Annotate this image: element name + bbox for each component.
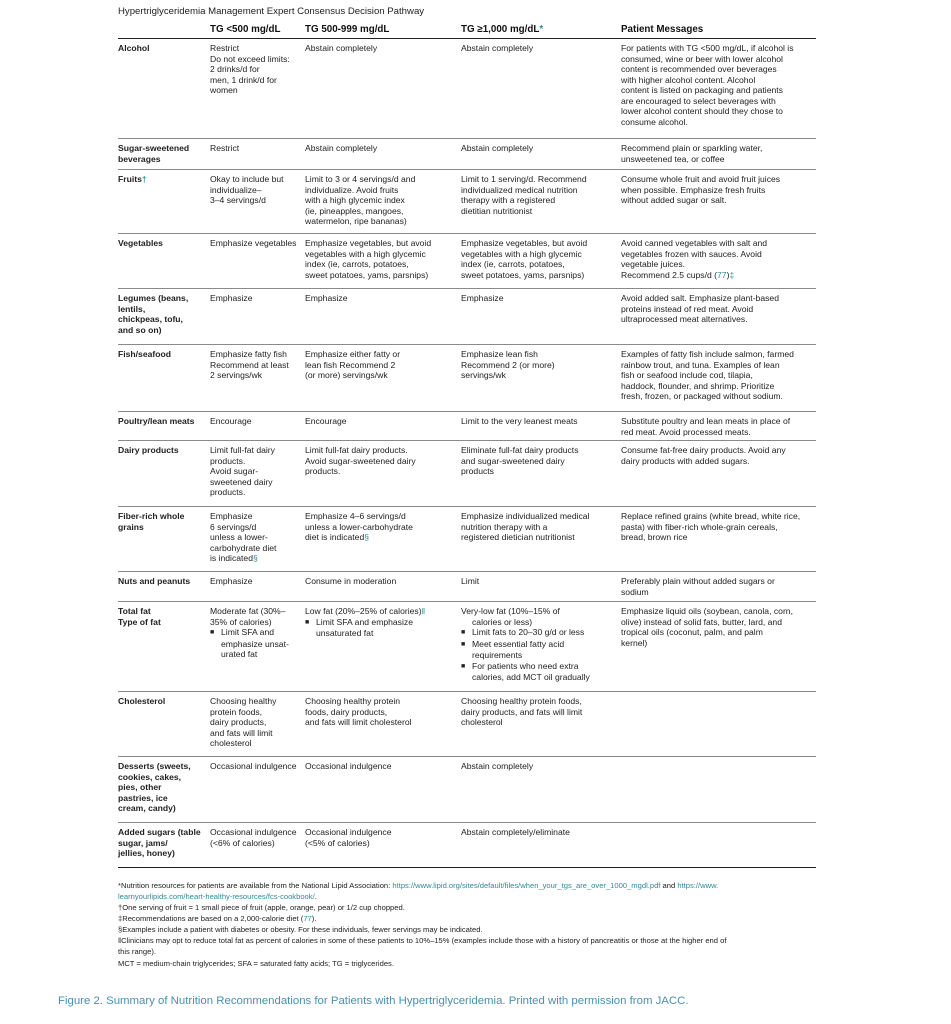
footnote-section: §Examples include a patient with diabetes or obesity. For these individuals, fewer servings may be indicated. xyxy=(118,925,483,934)
cell-text: individualized medical nutrition xyxy=(461,184,578,195)
cell-tg-500-999 xyxy=(305,757,461,823)
cell-tg-under-500 xyxy=(210,602,305,692)
bullet-item: ■ Meet essential fatty acid xyxy=(461,639,621,651)
row-total-fat xyxy=(118,602,816,692)
cell-text: Encourage xyxy=(305,416,347,426)
cell-text: requirements xyxy=(472,650,523,660)
cell-tg-over-1000 xyxy=(461,692,621,757)
row-desserts xyxy=(118,757,816,823)
cell-text: Abstain completely xyxy=(305,143,378,153)
cell-text: calories or less) xyxy=(472,616,533,627)
cell-text: Occasional indulgence xyxy=(210,827,297,837)
cell-patient-message xyxy=(621,602,816,692)
cell-patient-message xyxy=(621,170,816,234)
row-fruits xyxy=(118,170,816,234)
cell-text: dietitian nutritionist xyxy=(461,205,533,216)
cell-patient-message xyxy=(621,345,816,412)
cell-text: emphasize unsat- xyxy=(221,638,289,649)
cell-patient-message xyxy=(621,441,816,507)
footnote-marker: ‖ xyxy=(421,606,426,616)
cell-tg-over-1000 xyxy=(461,507,621,572)
cell-category xyxy=(118,441,210,507)
cell-text: Eliminate full-fat dairy products xyxy=(461,445,579,455)
cell-text: Emphasize xyxy=(461,293,504,303)
cell-text: urated fat xyxy=(221,649,258,659)
cell-text: index (ie, carrots, potatoes, xyxy=(305,259,409,269)
cell-text: Limit xyxy=(461,576,480,586)
cell-text: unless a lower- xyxy=(210,532,268,542)
cell-text: vegetables with a high glycemic xyxy=(305,248,426,259)
cell-text: bread, brown rice xyxy=(621,532,688,542)
cell-text: men, 1 drink/d for xyxy=(210,74,277,85)
footnote-parallel-cont: this range). xyxy=(118,947,156,956)
row-nuts-and-peanuts xyxy=(118,572,816,602)
cell-category xyxy=(118,572,210,602)
cell-tg-500-999 xyxy=(305,441,461,507)
row-dairy-products xyxy=(118,441,816,507)
cell-text: Fruits† xyxy=(118,174,147,184)
cell-text: sweet potatoes, yams, parsnips) xyxy=(305,269,429,280)
cell-text: dairy products, and fats will limit xyxy=(461,706,583,717)
cell-text: Examples of fatty fish include salmon, farmed xyxy=(621,349,794,359)
bullet-item: ■ Limit fats to 20–30 g/d or less xyxy=(461,627,621,639)
cell-text: Consume fat-free dairy products. Avoid any xyxy=(621,445,786,455)
cell-text: Low fat (20%–25% of calories)‖ xyxy=(305,606,426,616)
footnote-star-cont: learnyourlipids.com/heart-healthy-resources/fcs-cookbook/. xyxy=(118,892,317,901)
cell-text: Emphasize fatty fish xyxy=(210,349,287,359)
fcs-cookbook-link-part2[interactable]: learnyourlipids.com/heart-healthy-resources/fcs-cookbook/ xyxy=(118,892,315,901)
cell-patient-message xyxy=(621,507,816,572)
cell-text: 35% of calories) xyxy=(210,616,272,627)
cell-text: Abstain completely xyxy=(461,761,534,771)
cell-text: Desserts (sweets, xyxy=(118,761,191,771)
cell-text: vegetables with a high glycemic xyxy=(461,248,582,259)
cell-category xyxy=(118,823,210,868)
cell-text: sweet potatoes, yams, parsnips) xyxy=(461,269,585,280)
cell-text: dairy products, xyxy=(210,717,267,727)
cell-text: Occasional indulgence xyxy=(305,827,392,837)
cell-text: red meat. Avoid processed meats. xyxy=(621,426,751,437)
header-row xyxy=(118,22,816,39)
cell-text: grains xyxy=(118,521,144,532)
footnote-star: *Nutrition resources for patients are available from the National Lipid Association: https://www.lipid.org/sites/default/files/when_your_tgs_are_over_1000_mgdl.pdf and https://www. xyxy=(118,881,719,890)
cell-tg-under-500 xyxy=(210,572,305,602)
cell-text: Avoid added salt. Emphasize plant-based xyxy=(621,293,779,303)
cell-text: (ie, pineapples, mangoes, xyxy=(305,205,404,216)
cell-text: 6 servings/d xyxy=(210,521,257,532)
cell-category xyxy=(118,412,210,441)
row-vegetables xyxy=(118,234,816,289)
row-fiber-rich-whole-grains xyxy=(118,507,816,572)
cell-text: Limit full-fat dairy products. xyxy=(305,445,408,455)
cell-text: Emphasize liquid oils (soybean, canola, corn, xyxy=(621,606,793,616)
cell-category xyxy=(118,692,210,757)
footnote-dagger: †One serving of fruit = 1 small piece of fruit (apple, orange, pear) or 1/2 cup chopped. xyxy=(118,903,405,912)
row-cholesterol xyxy=(118,692,816,757)
cell-patient-message xyxy=(621,289,816,345)
header-tg-under-500: TG <500 mg/dL xyxy=(210,24,281,35)
cell-text: protein foods, xyxy=(210,706,263,717)
cell-text: lower alcohol content should they chose to xyxy=(621,106,783,116)
footnote-double-dagger: ‡Recommendations are based on a 2,000-calorie diet (77). xyxy=(118,914,317,923)
cell-patient-message xyxy=(621,692,816,757)
cell-text: proteins instead of red meat. Avoid xyxy=(621,303,754,314)
cell-text: kernel) xyxy=(621,637,648,648)
cell-text: lentils, xyxy=(118,303,146,314)
cell-text: Occasional indulgence xyxy=(210,761,297,771)
cell-tg-under-500 xyxy=(210,234,305,289)
cell-text: (<5% of calories) xyxy=(305,837,370,848)
footnote-abbreviations: MCT = medium-chain triglycerides; SFA = saturated fatty acids; TG = triglycerides. xyxy=(118,959,394,968)
cell-text: individualize. Avoid fruits xyxy=(305,184,399,195)
cell-text: sugar, jams/ xyxy=(118,837,168,848)
cell-text: Vegetables xyxy=(118,238,163,248)
cell-text: Restrict xyxy=(210,143,240,153)
cell-text: unless a lower-carbohydrate xyxy=(305,521,413,532)
cell-text: lean fish Recommend 2 xyxy=(305,359,396,370)
cell-text: Avoid sugar- xyxy=(210,466,259,476)
cell-text: Fish/seafood xyxy=(118,349,172,359)
cell-text: nutrition therapy with a xyxy=(461,521,548,532)
cell-text: consumed, wine or beer with lower alcohol xyxy=(621,53,783,64)
cell-tg-500-999 xyxy=(305,170,461,234)
cell-text: Restrict xyxy=(210,43,240,53)
cell-text: Alcohol xyxy=(118,43,150,53)
cell-text: fresh, frozen, or packaged without sodium. xyxy=(621,391,783,401)
cell-category xyxy=(118,234,210,289)
cell-category xyxy=(118,289,210,345)
cell-text: Occasional indulgence xyxy=(305,761,392,771)
cell-patient-message xyxy=(621,412,816,441)
cell-text: Emphasize xyxy=(305,293,348,303)
cell-patient-message xyxy=(621,139,816,170)
cell-text: index (ie, carrots, potatoes, xyxy=(461,259,565,269)
cell-text: Fiber-rich whole xyxy=(118,511,185,521)
cell-tg-500-999 xyxy=(305,507,461,572)
cell-category xyxy=(118,345,210,412)
cell-text: Type of fat xyxy=(118,616,161,627)
cell-text: Very-low fat (10%–15% of xyxy=(461,606,560,616)
cell-text: Emphasize vegetables, but avoid xyxy=(305,238,432,248)
cell-text: Total fat xyxy=(118,606,151,616)
cell-tg-under-500 xyxy=(210,507,305,572)
header-patient-messages: Patient Messages xyxy=(621,24,704,35)
cell-patient-message xyxy=(621,234,816,289)
cell-text: Do not exceed limits: xyxy=(210,53,290,64)
cell-text: Consume in moderation xyxy=(305,576,397,586)
cell-tg-over-1000 xyxy=(461,602,621,692)
cell-text: Added sugars (table xyxy=(118,827,201,837)
cell-text: foods, dairy products, xyxy=(305,706,388,717)
cell-tg-over-1000 xyxy=(461,234,621,289)
header-category xyxy=(118,22,210,39)
cell-tg-over-1000 xyxy=(461,345,621,412)
cell-text: cream, candy) xyxy=(118,803,176,813)
nla-tg-link[interactable]: https://www.lipid.org/sites/default/files/when_your_tgs_are_over_1000_mgdl.pdf xyxy=(392,881,661,890)
cell-tg-over-1000 xyxy=(461,39,621,139)
cell-text: (<6% of calories) xyxy=(210,837,275,848)
table-title: Hypertriglyceridemia Management Expert Consensus Decision Pathway xyxy=(118,6,425,17)
cell-patient-message xyxy=(621,39,816,139)
cell-text: cookies, cakes, xyxy=(118,771,182,782)
cell-text: 3–4 servings/d xyxy=(210,195,266,205)
cell-text: Okay to include but xyxy=(210,174,284,184)
cell-text: Preferably plain without added sugars or xyxy=(621,576,775,586)
cell-text: Emphasize individualized medical xyxy=(461,511,590,521)
cell-text: ultraprocessed meat alternatives. xyxy=(621,314,748,324)
cell-text: when possible. Emphasize fresh fruits xyxy=(621,184,766,195)
cell-tg-under-500 xyxy=(210,139,305,170)
cell-category xyxy=(118,757,210,823)
cell-tg-under-500 xyxy=(210,757,305,823)
cell-text: unsaturated fat xyxy=(316,628,374,638)
cell-text: calories, add MCT oil gradually xyxy=(472,672,590,682)
cell-text: Abstain completely/eliminate xyxy=(461,827,570,837)
cell-tg-over-1000 xyxy=(461,170,621,234)
cell-text: unsweetened tea, or coffee xyxy=(621,153,725,164)
bullet-item: ■ Limit SFA and emphasize xyxy=(305,617,461,629)
cell-tg-500-999 xyxy=(305,234,461,289)
cell-text: dairy products with added sugars. xyxy=(621,455,750,466)
footnote-parallel: ‖Clinicians may opt to reduce total fat as percent of calories in some of these patients to 10%–15% (examples include those with a history of pancreatitis or those at the higher end of xyxy=(118,936,727,945)
cell-text: Recommend 2.5 cups/d (77)‡ xyxy=(621,269,735,280)
cell-text: olive) instead of solid fats, butter, lard, and xyxy=(621,616,782,627)
cell-text: content is recommended over beverages xyxy=(621,64,777,74)
cell-text: Emphasize either fatty or xyxy=(305,349,401,359)
cell-text: For patients with TG <500 mg/dL, if alcohol is xyxy=(621,43,794,53)
cell-text: Limit to 3 or 4 servings/d and xyxy=(305,174,416,184)
cell-tg-under-500 xyxy=(210,39,305,139)
cell-text: Poultry/lean meats xyxy=(118,416,195,426)
cell-tg-500-999 xyxy=(305,412,461,441)
cell-text: consume alcohol. xyxy=(621,116,688,127)
cell-text: 2 drinks/d for xyxy=(210,64,260,74)
cell-text: vegetable juices. xyxy=(621,259,686,269)
cell-tg-under-500 xyxy=(210,441,305,507)
cell-text: individualize– xyxy=(210,184,262,195)
footnote-marker: § xyxy=(364,532,370,542)
cell-text: without added sugar or salt. xyxy=(621,195,727,205)
cell-text: Abstain completely xyxy=(461,43,534,53)
row-poultry-lean-meats xyxy=(118,412,816,441)
cell-text: Abstain completely xyxy=(305,43,378,53)
row-sugar-sweetened-beverages xyxy=(118,139,816,170)
cell-tg-500-999 xyxy=(305,572,461,602)
cell-tg-under-500 xyxy=(210,692,305,757)
cell-patient-message xyxy=(621,572,816,602)
cell-text: Cholesterol xyxy=(118,696,166,706)
cell-text: jellies, honey) xyxy=(118,848,175,858)
cell-text: content is listed on packaging and patients xyxy=(621,85,783,95)
cell-tg-over-1000 xyxy=(461,139,621,170)
cell-tg-under-500 xyxy=(210,412,305,441)
cell-text: Legumes (beans, xyxy=(118,293,189,303)
footnote-marker: † xyxy=(141,174,147,184)
cell-text: Substitute poultry and lean meats in place of xyxy=(621,416,791,426)
cell-tg-under-500 xyxy=(210,170,305,234)
cell-text: Limit to 1 serving/d. Recommend xyxy=(461,174,587,184)
cell-text: and fats will limit cholesterol xyxy=(305,717,412,727)
cell-text: servings/wk xyxy=(461,370,506,380)
cell-tg-500-999 xyxy=(305,602,461,692)
cell-text: Avoid sugar-sweetened dairy xyxy=(305,455,416,466)
cell-text: Limit full-fat dairy xyxy=(210,445,275,455)
cell-text: chickpeas, tofu, xyxy=(118,314,183,324)
cell-text: Emphasize xyxy=(210,576,253,586)
cell-text: Consume whole fruit and avoid fruit juices xyxy=(621,174,781,184)
cell-text: and fats will limit xyxy=(210,727,273,738)
cell-text: Choosing healthy protein foods, xyxy=(461,696,582,706)
row-alcohol xyxy=(118,39,816,139)
cell-text: Replace refined grains (white bread, white rice, xyxy=(621,511,801,521)
cell-tg-over-1000 xyxy=(461,289,621,345)
cell-text: Limit to the very leanest meats xyxy=(461,416,578,426)
cell-tg-over-1000 xyxy=(461,441,621,507)
cell-text: rainbow trout, and tuna. Examples of lean xyxy=(621,359,780,370)
bullet-item: ■ Limit SFA and xyxy=(210,627,305,639)
cell-patient-message xyxy=(621,757,816,823)
cell-tg-500-999 xyxy=(305,345,461,412)
footnotes xyxy=(118,880,818,969)
cell-text: Emphasize 4–6 servings/d xyxy=(305,511,406,521)
cell-text: tropical oils (coconut, palm, and palm xyxy=(621,627,763,637)
reference-77-link[interactable]: 77 xyxy=(303,914,312,923)
cell-text: Emphasize xyxy=(210,511,253,521)
footnote-marker: ‡ xyxy=(729,269,735,280)
cell-category xyxy=(118,139,210,170)
cell-text: Emphasize xyxy=(210,293,253,303)
cell-tg-500-999 xyxy=(305,139,461,170)
cell-text: Choosing healthy protein xyxy=(305,696,401,706)
cell-text: diet is indicated§ xyxy=(305,532,370,542)
cell-text: 2 servings/wk xyxy=(210,370,263,380)
cell-tg-over-1000 xyxy=(461,412,621,441)
cell-text: Sugar-sweetened xyxy=(118,143,190,153)
cell-text: women xyxy=(210,85,238,95)
footnote-marker: * xyxy=(539,24,544,35)
cell-text: Dairy products xyxy=(118,445,179,455)
cell-text: pies, other xyxy=(118,782,162,792)
cell-text: with higher alcohol content. Alcohol xyxy=(621,74,756,85)
cell-text: sodium xyxy=(621,586,649,597)
cell-tg-under-500 xyxy=(210,823,305,868)
footnote-marker: § xyxy=(253,553,258,563)
cell-text: are encouraged to select beverages with xyxy=(621,95,776,106)
cell-text: therapy with a registered xyxy=(461,195,556,205)
nutrition-recommendations-table xyxy=(118,22,816,868)
cell-tg-over-1000 xyxy=(461,572,621,602)
cell-text: haddock, flounder, and shrimp. Prioritize xyxy=(621,380,775,391)
cell-text: pasta) with fiber-rich whole-grain cereals, xyxy=(621,521,778,532)
cell-text: Abstain completely xyxy=(461,143,534,153)
cell-text: (or more) servings/wk xyxy=(305,370,388,380)
cell-text: and so on) xyxy=(118,324,162,335)
cell-text: Avoid canned vegetables with salt and xyxy=(621,238,768,248)
cell-category xyxy=(118,39,210,139)
cell-tg-500-999 xyxy=(305,823,461,868)
fcs-cookbook-link-part1[interactable]: https://www. xyxy=(677,881,719,890)
cell-category xyxy=(118,170,210,234)
cell-text: is indicated§ xyxy=(210,553,258,563)
cell-text: Emphasize vegetables, but avoid xyxy=(461,238,588,248)
cell-text: Recommend at least xyxy=(210,359,289,370)
cell-text: products. xyxy=(210,487,246,497)
cell-text: beverages xyxy=(118,153,161,164)
cell-text: products. xyxy=(210,455,246,466)
cell-text: Recommend plain or sparkling water, xyxy=(621,143,763,153)
cell-category xyxy=(118,602,210,692)
header-tg-500-999: TG 500-999 mg/dL xyxy=(305,24,390,35)
row-added-sugars xyxy=(118,823,816,868)
cell-text: Recommend 2 (or more) xyxy=(461,359,555,370)
cell-text: products xyxy=(461,466,494,476)
cell-text: fish or seafood include cod, tilapia, xyxy=(621,370,753,380)
row-legumes xyxy=(118,289,816,345)
cell-text: Choosing healthy xyxy=(210,696,277,706)
cell-text: Encourage xyxy=(210,416,252,426)
cell-text: vegetables frozen with sauces. Avoid xyxy=(621,248,762,259)
cell-text: pastries, ice xyxy=(118,792,168,803)
cell-tg-under-500 xyxy=(210,345,305,412)
cell-text: Emphasize lean fish xyxy=(461,349,538,359)
cell-text: and sugar-sweetened dairy xyxy=(461,455,565,466)
row-fish-seafood xyxy=(118,345,816,412)
cell-text: cholesterol xyxy=(461,717,503,727)
cell-text: Nuts and peanuts xyxy=(118,576,191,586)
figure-caption: Figure 2. Summary of Nutrition Recommendations for Patients with Hypertriglyceridemia. Printed with permission from JACC. xyxy=(58,995,689,1007)
cell-tg-over-1000 xyxy=(461,823,621,868)
header-tg-over-1000: TG ≥1,000 mg/dL* xyxy=(461,24,544,35)
cell-tg-over-1000 xyxy=(461,757,621,823)
cell-patient-message xyxy=(621,823,816,868)
cell-text: watermelon, ripe bananas) xyxy=(305,216,407,226)
cell-text: Moderate fat (30%– xyxy=(210,606,286,616)
cell-tg-500-999 xyxy=(305,39,461,139)
reference-link[interactable]: 77 xyxy=(717,269,727,280)
cell-text: products. xyxy=(305,466,341,476)
cell-text: cholesterol xyxy=(210,738,252,748)
cell-category xyxy=(118,507,210,572)
bullet-item: ■ For patients who need extra xyxy=(461,661,621,673)
cell-tg-under-500 xyxy=(210,289,305,345)
cell-text: registered dietician nutritionist xyxy=(461,532,575,542)
cell-text: sweetened dairy xyxy=(210,476,273,487)
cell-tg-500-999 xyxy=(305,289,461,345)
cell-text: with a high glycemic index xyxy=(305,195,405,205)
cell-text: carbohydrate diet xyxy=(210,542,277,553)
cell-tg-500-999 xyxy=(305,692,461,757)
cell-text: Emphasize vegetables xyxy=(210,238,297,248)
